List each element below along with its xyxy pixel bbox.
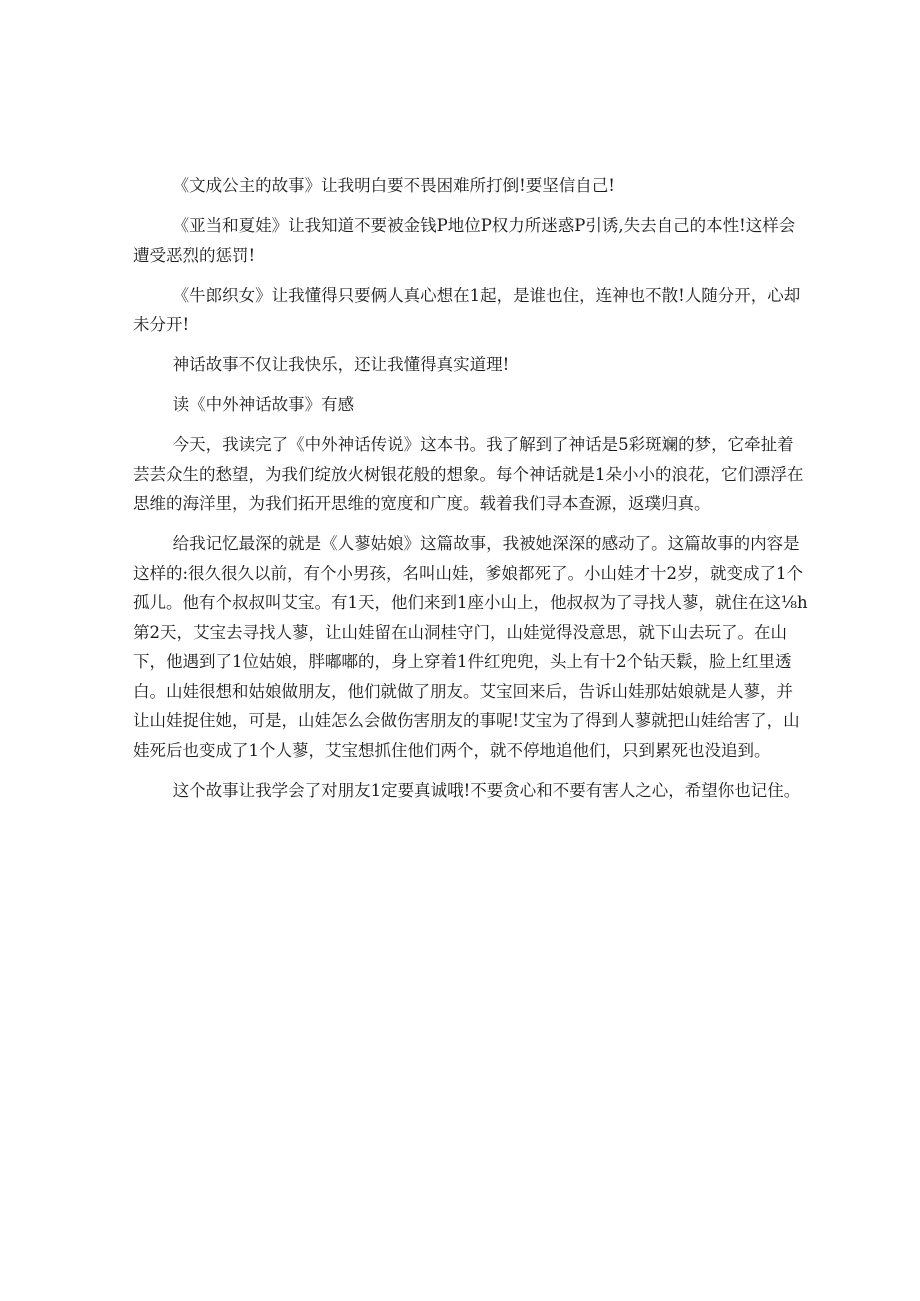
paragraph-1: 《文成公主的故事》让我明白要不畏困难所打倒!要坚信自己! (172, 176, 615, 195)
section-heading: 读《中外神话故事》有感 (172, 395, 355, 414)
paragraph-3: 《牛郎织女》让我懂得只要俩人真心想在1起，是谁也住，连神也不散!人随分开，心却未分开! (133, 285, 801, 334)
paragraph-2: 《亚当和夏娃》让我知道不要被金钱P地位P权力所迷惑P引诱,失去自己的本性!这样会遭受恶烈的惩罚! (133, 216, 796, 265)
paragraph-6: 给我记忆最深的就是《人蓼姑娘》这篇故事，我被她深深的感动了。这篇故事的内容是这样的:很久很久以前，有个小男孩，名叫山娃，爹娘都死了。小山娃才十2岁，就变成了1个孤儿。他有个叔叔叫艾宝。有1天，他们来到1座小山上，他叔叔为了寻找人蓼，就住在这⅛h第2天，艾宝去寻找人蓼，让山娃留在山洞桂守门，山娃觉得没意思，就下山去玩了。在山下，他遇到了1位姑娘，胖嘟嘟的，身上穿着1件红兜兜，头上有十2个钻天鬏，脸上红里透白。山娃很想和姑娘做朋友，他们就做了朋友。艾宝回来后，告诉山娃那姑娘就是人蓼，并让山娃捉住她，可是，山娃怎么会做伤害朋友的事呢!艾宝为了得到人蓼就把山娃给害了，山娃死后也变成了1个人蓼，艾宝想抓住他们两个，就不停地追他们，只到累死也没追到。 (133, 534, 808, 760)
paragraph-5: 今天，我读完了《中外神话传说》这本书。我了解到了神话是5彩斑斓的梦，它牵扯着芸芸众生的愁望，为我们绽放火树银花般的想象。每个神话就是1朵小小的浪花，它们漂浮在思维的海洋里，为我们拓开思维的宽度和广度。载着我们寻本查源，返璞归真。 (133, 435, 804, 513)
document-body (133, 171, 808, 816)
paragraph-7: 这个故事让我学会了对朋友1定要真诚哦!不要贪心和不要有害人之心，希望你也记住。 (172, 780, 801, 800)
paragraph-4: 神话故事不仅让我快乐，还让我懂得真实道理! (172, 355, 510, 374)
